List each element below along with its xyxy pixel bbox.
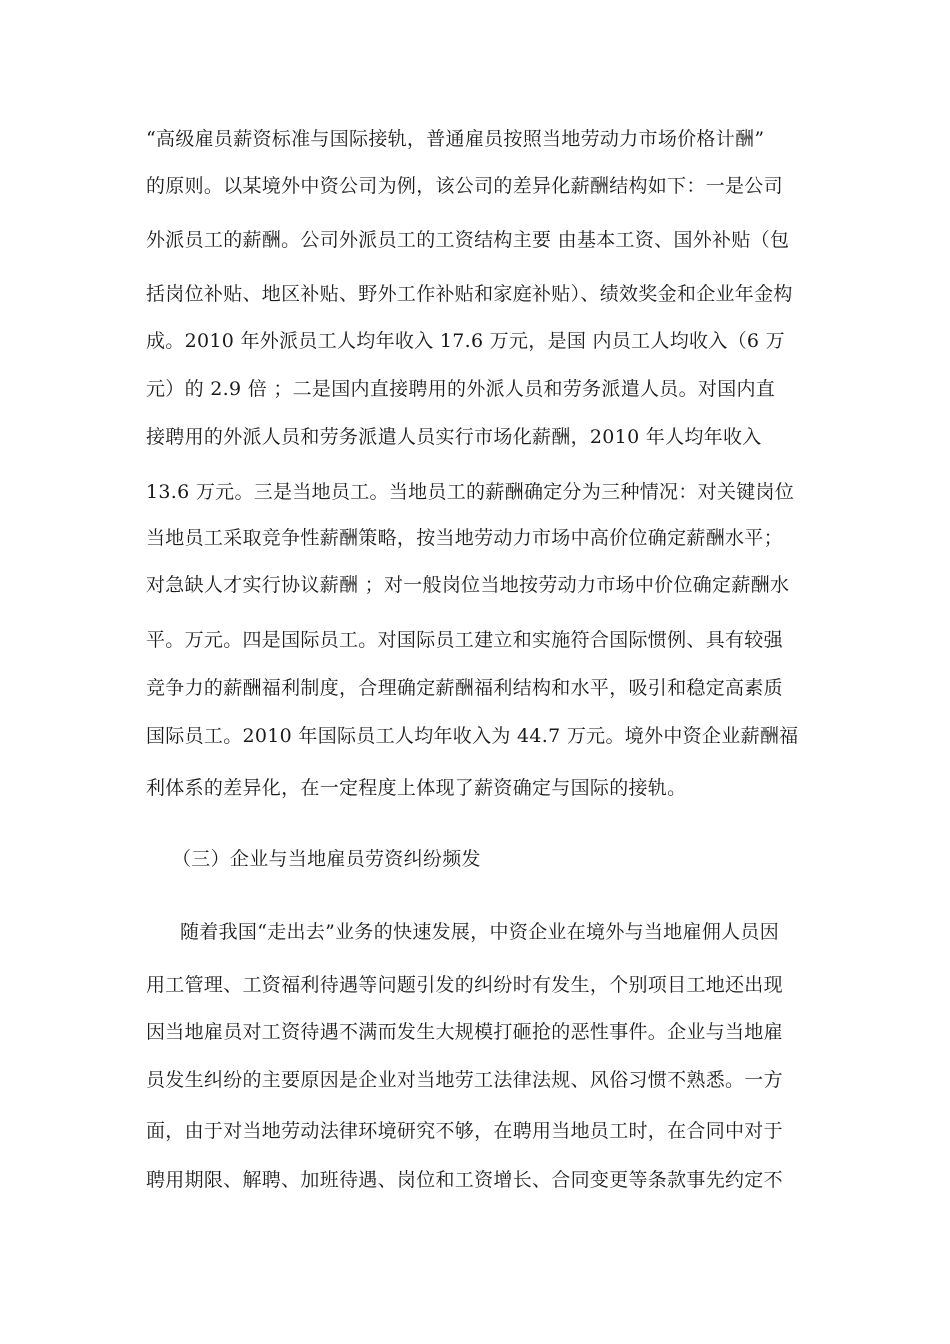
paragraph-line: 接聘用的外派人员和劳务派遣人员实行市场化薪酬，2010 年人均年收入 [146, 426, 762, 448]
paragraph-line: 括岗位补贴、地区补贴、野外工作补贴和家庭补贴）、绩效奖金和企业年金构 [146, 283, 793, 305]
paragraph-line: “高级雇员薪资标准与国际接轨，普通雇员按照当地劳动力市场价格计酬” [146, 128, 765, 150]
paragraph-line: 当地员工采取竞争性薪酬策略，按当地劳动力市场中高价位确定薪酬水平； [146, 527, 783, 549]
paragraph-line: 因当地雇员对工资待遇不满而发生大规模打砸抢的恶性事件。企业与当地雇 [146, 1021, 783, 1043]
paragraph-line: 利体系的差异化，在一定程度上体现了薪资确定与国际的接轨。 [146, 777, 687, 799]
paragraph-line: 随着我国“走出去”业务的快速发展，中资企业在境外与当地雇佣人员因 [180, 921, 780, 943]
paragraph-line: 国际员工。2010 年国际员工人均年收入为 44.7 万元。境外中资企业薪酬福 [146, 725, 799, 747]
paragraph-line: 员发生纠纷的主要原因是企业对当地劳工法律法规、风俗习惯不熟悉。一方 [146, 1069, 783, 1091]
paragraph-line: 聘用期限、解聘、加班待遇、岗位和工资增长、合同变更等条款事先约定不 [146, 1169, 783, 1191]
paragraph-line: 的原则。以某境外中资公司为例，该公司的差异化薪酬结构如下：一是公司 [146, 175, 783, 197]
paragraph-line: 面，由于对当地劳动法律环境研究不够，在聘用当地员工时，在合同中对于 [146, 1120, 783, 1142]
paragraph-line: 用工管理、工资福利待遇等问题引发的纠纷时有发生，个别项目工地还出现 [146, 974, 783, 996]
paragraph-line: 对急缺人才实行协议薪酬 ；对一般岗位当地按劳动力市场中价位确定薪酬水 [146, 574, 790, 596]
paragraph-line: 竞争力的薪酬福利制度，合理确定薪酬福利结构和水平，吸引和稳定高素质 [146, 677, 783, 699]
paragraph-line: 外派员工的薪酬。公司外派员工的工资结构主要 由基本工资、国外补贴（包 [146, 229, 790, 251]
paragraph-line: 成。2010 年外派员工人均年收入 17.6 万元，是国 内员工人均收入（6 万 [146, 330, 785, 352]
paragraph-line: 13.6 万元。三是当地员工。当地员工的薪酬确定分为三种情况：对关键岗位 [146, 481, 795, 503]
paragraph-line: 平。万元。四是国际员工。对国际员工建立和实施符合国际惯例、具有较强 [146, 629, 783, 651]
section-heading: （三）企业与当地雇员劳资纠纷频发 [172, 848, 481, 870]
paragraph-line: 元）的 2.9 倍 ；二是国内直接聘用的外派人员和劳务派遣人员。对国内直 [146, 378, 776, 400]
